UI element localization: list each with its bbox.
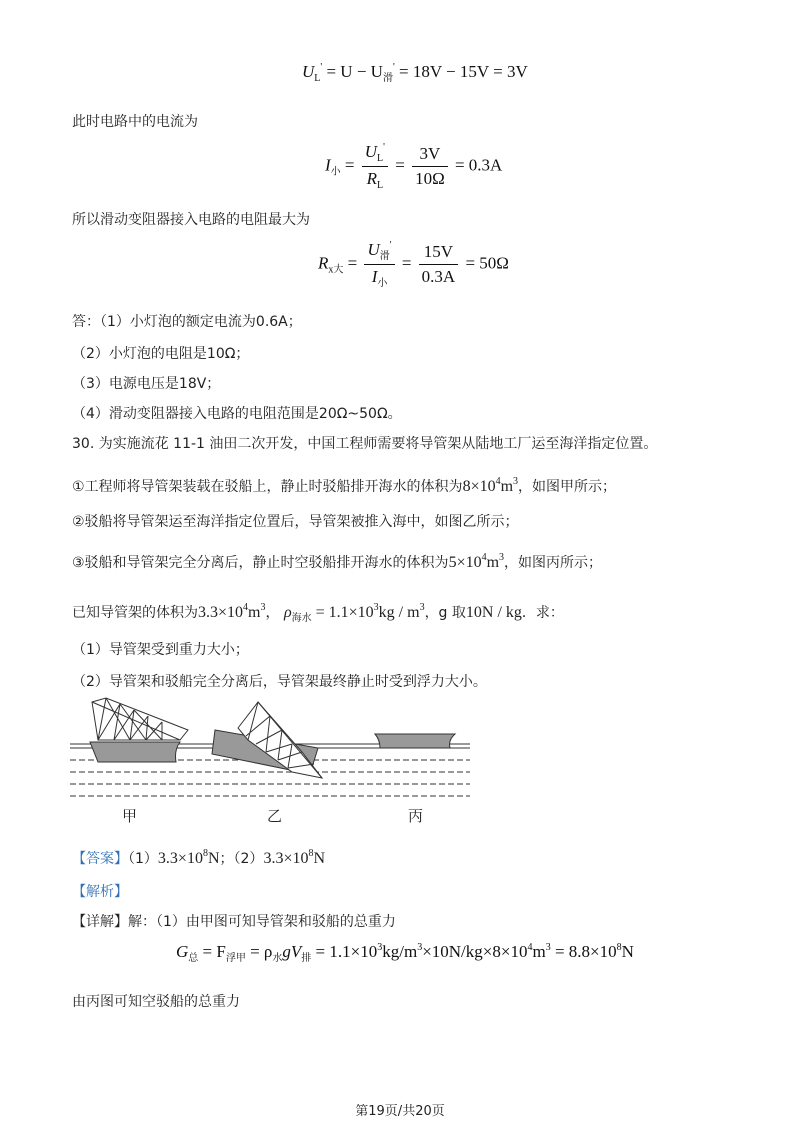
empty-barge	[375, 734, 455, 748]
text-current-intro: 此时电路中的电流为	[72, 114, 198, 130]
answer-line-3: （3）电源电压是18V；	[72, 376, 221, 392]
question-30-statement-3: ③驳船和导管架完全分离后，静止时空驳船排开海水的体积为$5\times 10^4m^3$，如图丙所示；	[72, 552, 603, 571]
barge-figure	[70, 690, 480, 812]
figure-caption-bing: 丙	[408, 807, 424, 825]
page-footer: 第19页/共20页	[355, 1104, 445, 1119]
question-30-statement-1: ①工程师将导管架装载在驳船上，静止时驳船排开海水的体积为$8\times 10^4m^3$，如图甲所示；	[72, 476, 617, 495]
analysis-heading: 【解析】	[72, 884, 128, 900]
question-30-stem: 30. 为实施流花 11-1 油田二次开发，中国工程师需要将导管架从陆地工厂运至海洋指定位置。	[72, 436, 658, 452]
answer-line-1: 答：（1）小灯泡的额定电流为0.6A；	[72, 314, 302, 330]
figure-caption-yi: 乙	[267, 807, 283, 825]
jacket-on-barge	[90, 698, 188, 762]
question-30-statement-2: ②驳船将导管架运至海洋指定位置后，导管架被推入海中，如图乙所示；	[72, 514, 519, 530]
jacket-sliding	[212, 702, 322, 778]
text-resistance-intro: 所以滑动变阻器接入电路的电阻最大为	[72, 212, 310, 228]
question-30-ask-2: （2）导管架和驳船完全分离后，导管架最终静止时受到浮力大小。	[72, 674, 487, 690]
equation-ul: $U_L' = U - U_滑' = 18V - 15V = 3V$	[302, 62, 528, 84]
answer-line-2: （2）小灯泡的电阻是10Ω；	[72, 346, 250, 362]
answer-line-4: （4）滑动变阻器接入电路的电阻范围是20Ω~50Ω。	[72, 406, 402, 422]
figure-caption-jia: 甲	[122, 807, 138, 825]
equation-current: $I_小$ = $\frac{U_L'}{R_L}$ = $\frac{3V}{10\Omega}$ = 0.3A	[325, 142, 503, 191]
answer-summary: 【答案】$(1)3.3\times 10^8N$；$(2)3.3\times 10^8N$	[72, 848, 326, 867]
detail-line: 【详解】解：（1）由甲图可知导管架和驳船的总重力	[72, 914, 396, 930]
equation-total-gravity: $G_总 = F_{浮甲} = \rho_水gV_排 = 1.1\times 10^3kg/m^3\times 10N/kg\times 8\times 10^4m^3 = 8.8\times 10^8N$	[176, 942, 634, 964]
text-empty-barge: 由丙图可知空驳船的总重力	[72, 994, 240, 1010]
question-30-ask-1: （1）导管架受到重力大小；	[72, 642, 249, 658]
question-30-known: 已知导管架的体积为$3.3\times 10^4m^3$， $\rho_{海水} = 1.1\times 10^3kg / m^3$，g 取10N / kg．求：	[72, 602, 564, 624]
equation-resistance: $R_{x大}$ = $\frac{U_滑'}{I_小}$ = $\frac{15V}{0.3A}$ = 50Ω	[318, 240, 509, 289]
